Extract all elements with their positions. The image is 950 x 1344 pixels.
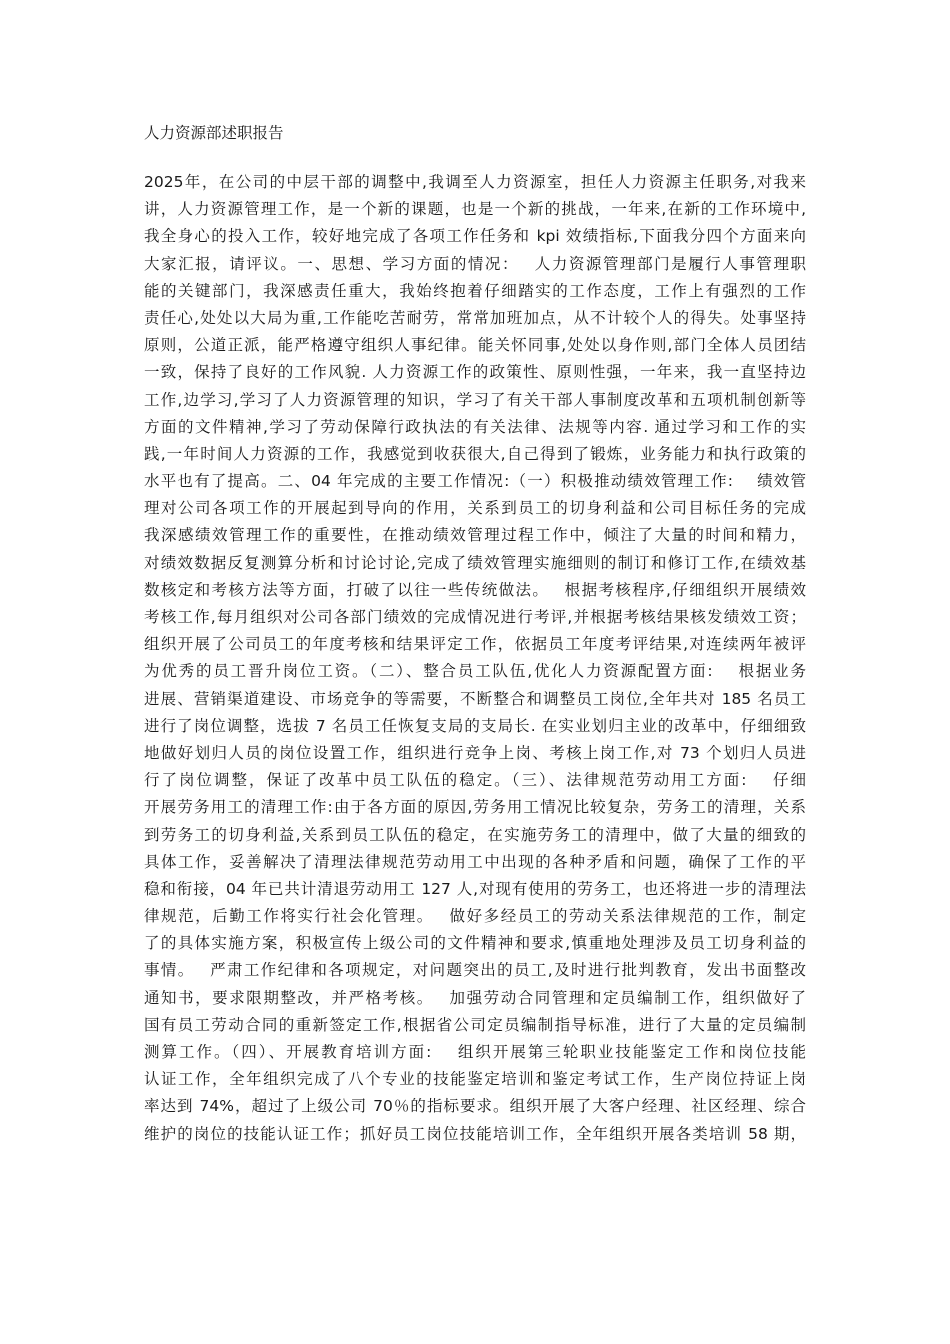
body-line: 维护的岗位的技能认证工作；抓好员工岗位技能培训工作，全年组织开展各类培训 58 期， [144, 1124, 806, 1143]
body-line: 践,一年时间人力资源的工作，我感觉到收获很大,自己得到了锻炼，业务能力和执行政策的 [144, 444, 806, 463]
body-line: 工作,边学习,学习了人力资源管理的知识，学习了有关干部人事制度改革和五项机制创新等 [144, 390, 806, 409]
body-line: 进展、营销渠道建设、市场竞争的等需要，不断整合和调整员工岗位,全年共对 185 名员工 [144, 689, 806, 708]
body-line: 具体工作，妥善解决了清理法律规范劳动用工中出现的各种矛盾和问题，确保了工作的平 [144, 852, 806, 871]
body-line: 通知书，要求限期整改，并严格考核。 加强劳动合同管理和定员编制工作，组织做好了 [144, 988, 806, 1007]
body-line: 责任心,处处以大局为重,工作能吃苦耐劳，常常加班加点，从不计较个人的得失。处事坚持 [144, 308, 806, 327]
body-line: 行了岗位调整，保证了改革中员工队伍的稳定。（三）、法律规范劳动用工方面: 仔细 [144, 771, 806, 790]
body-line: 地做好划归人员的岗位设置工作，组织进行竞争上岗、考核上岗工作,对 73 个划归人员进 [144, 743, 806, 762]
body-line: 理对公司各项工作的开展起到导向的作用，关系到员工的切身利益和公司目标任务的完成 [144, 499, 806, 518]
body-line: 开展劳务用工的清理工作:由于各方面的原因,劳务用工情况比较复杂，劳务工的清理，关系 [144, 798, 806, 817]
body-line: 大家汇报，请评议。一、思想、学习方面的情况： 人力资源管理部门是履行人事管理职 [144, 254, 806, 273]
document-title: 人力资源部述职报告 [144, 124, 284, 142]
body-line: 国有员工劳动合同的重新签定工作,根据省公司定员编制指导标准，进行了大量的定员编制 [144, 1015, 806, 1034]
body-line: 对绩效数据反复测算分析和讨论讨论,完成了绩效管理实施细则的制订和修订工作,在绩效基 [144, 553, 806, 572]
body-line: 进行了岗位调整，选拔 7 名员工任恢复支局的支局长. 在实业划归主业的改革中，仔细细致 [144, 716, 806, 735]
body-line: 考核工作,每月组织对公司各部门绩效的完成情况进行考评,并根据考核结果核发绩效工资； [144, 608, 806, 626]
body-line: 数核定和考核方法等方面，打破了以往一些传统做法。 根据考核程序,仔细组织开展绩效 [144, 580, 806, 599]
body-line: 一致，保持了良好的工作风貌. 人力资源工作的政策性、原则性强，一年来，我一直坚持边 [144, 363, 806, 382]
body-line: 原则，公道正派，能严格遵守组织人事纪律。能关怀同事,处处以身作则,部门全体人员团结 [144, 336, 806, 355]
body-line: 我全身心的投入工作，较好地完成了各项工作任务和 kpi 效绩指标,下面我分四个方面来向 [144, 227, 806, 246]
body-line: 为优秀的员工晋升岗位工资。（二）、整合员工队伍,优化人力资源配置方面: 根据业务 [144, 662, 806, 681]
body-line: 2025年，在公司的中层干部的调整中,我调至人力资源室，担任人力资源主任职务,对我来 [144, 173, 806, 191]
body-line: 事情。 严肃工作纪律和各项规定，对问题突出的员工,及时进行批判教育，发出书面整改 [144, 961, 806, 980]
body-line: 到劳务工的切身利益,关系到员工队伍的稳定，在实施劳务工的清理中，做了大量的细致的 [144, 825, 806, 844]
body-line: 率达到 74%，超过了上级公司 70％的指标要求。组织开展了大客户经理、社区经理、综合 [144, 1097, 806, 1116]
body-line: 认证工作，全年组织完成了八个专业的技能鉴定培训和鉴定考试工作，生产岗位持证上岗 [144, 1070, 806, 1089]
body-line: 稳和衔接，04 年已共计清退劳动用工 127 人,对现有使用的劳务工，也还将进一步的清理法 [144, 879, 806, 898]
body-line: 测算工作。（四）、开展教育培训方面: 组织开展第三轮职业技能鉴定工作和岗位技能 [144, 1043, 806, 1061]
body-line: 能的关键部门，我深感责任重大，我始终抱着仔细踏实的工作态度，工作上有强烈的工作 [144, 281, 806, 300]
body-line: 我深感绩效管理工作的重要性，在推动绩效管理过程工作中，倾注了大量的时间和精力， [144, 526, 806, 545]
document-body [144, 169, 806, 1148]
body-line: 组织开展了公司员工的年度考核和结果评定工作，依据员工年度考评结果,对连续两年被评 [144, 635, 806, 654]
body-line: 了的具体实施方案，积极宣传上级公司的文件精神和要求,慎重地处理涉及员工切身利益的 [144, 934, 806, 953]
body-line: 讲，人力资源管理工作，是一个新的课题，也是一个新的挑战，一年来,在新的工作环境中, [144, 200, 806, 219]
body-line: 水平也有了提高。二、04 年完成的主要工作情况:（一）积极推动绩效管理工作: 绩效管 [144, 472, 806, 491]
body-line: 方面的文件精神,学习了劳动保障行政执法的有关法律、法规等内容. 通过学习和工作的实 [144, 417, 806, 436]
body-line: 律规范，后勤工作将实行社会化管理。 做好多经员工的劳动关系法律规范的工作，制定 [144, 907, 806, 926]
